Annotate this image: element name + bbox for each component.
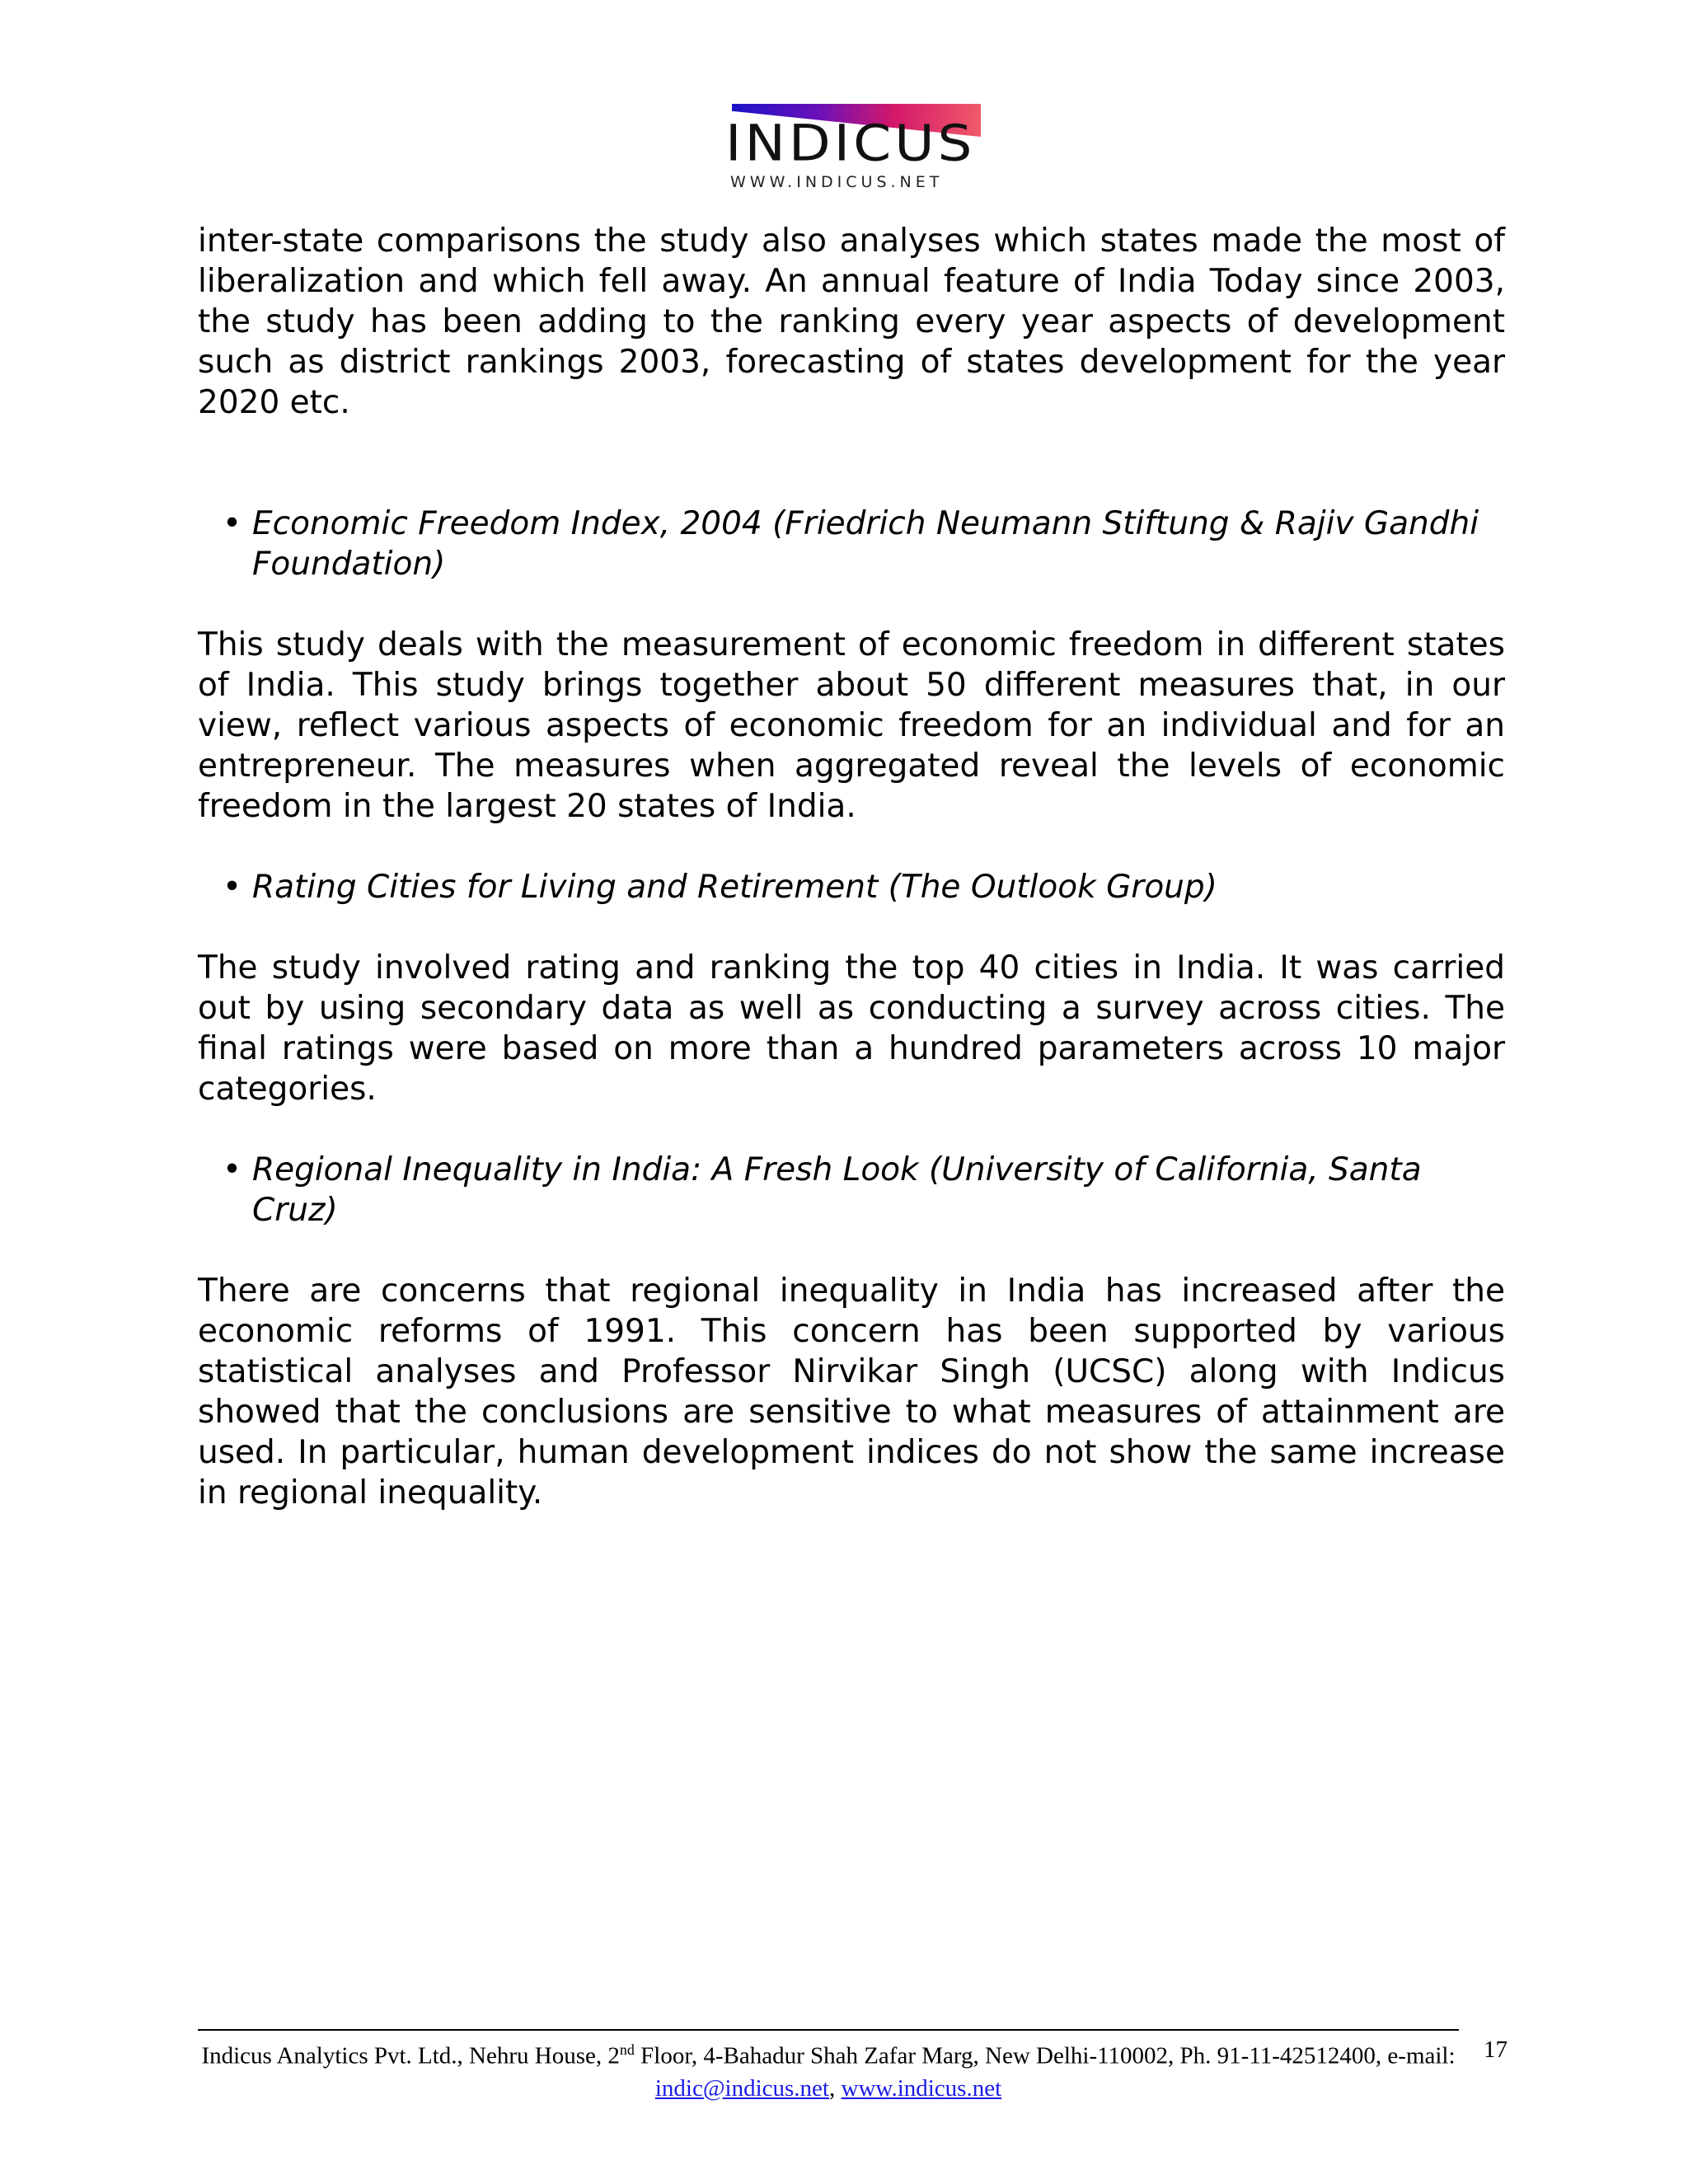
bullet-title: Rating Cities for Living and Retirement (The Outlook Group) bbox=[252, 869, 1217, 906]
footer-separator: , bbox=[829, 2074, 842, 2102]
bullet-title: Regional Inequality in India: A Fresh Look (University of California, Santa Cruz) bbox=[252, 1151, 1422, 1229]
intro-paragraph: inter-state comparisons the study also analyses which states made the most of liberalization and which fell away. An annual feature of India Today since 2003, the study has been adding to the ranking every year aspects of development such as district rankings 2003, forecasting of states development for the year 2020 etc. bbox=[198, 223, 1505, 421]
bullet-title: Economic Freedom Index, 2004 (Friedrich Neumann Stiftung & Rajiv Gandhi Foundation) bbox=[252, 505, 1479, 583]
bullet-item-rating-cities bbox=[198, 867, 1505, 907]
page-footer bbox=[198, 2034, 1459, 2105]
section-paragraph-economic-freedom: This study deals with the measurement of economic freedom in different states of India. This study brings together about 50 different measures that, in our view, reflect various aspects of economic freedom for an individual and for an entrepreneur. The measures when aggregated reveal the levels of economic freedom in the largest 20 states of India. bbox=[198, 626, 1505, 825]
footer-divider bbox=[198, 2029, 1459, 2031]
bullet-item-economic-freedom-index bbox=[198, 504, 1505, 584]
bullet-dot-icon: • bbox=[223, 505, 242, 542]
page-number: 17 bbox=[1484, 2036, 1507, 2063]
bullet-item-regional-inequality bbox=[198, 1150, 1505, 1230]
footer-address: Indicus Analytics Pvt. Ltd., Nehru House, 2 bbox=[201, 2042, 620, 2069]
document-body bbox=[198, 221, 1505, 1513]
section-paragraph-rating-cities: The study involved rating and ranking the top 40 cities in India. It was carried out by using secondary data as well as conducting a survey across cities. The final ratings were based on more than a hundred parameters across 10 major categories. bbox=[198, 949, 1505, 1108]
footer-address-continued: Floor, 4-Bahadur Shah Zafar Marg, New Delhi-110002, Ph. 91-11-42512400, e-mail: bbox=[634, 2042, 1456, 2069]
logo-url-text: WWW.INDICUS.NET bbox=[730, 173, 944, 191]
footer-floor-superscript: nd bbox=[619, 2041, 635, 2058]
footer-email-link[interactable]: indic@indicus.net bbox=[654, 2074, 829, 2102]
logo-wordmark: INDICUS bbox=[725, 114, 976, 173]
indicus-logo bbox=[725, 101, 985, 195]
footer-website-link[interactable]: www.indicus.net bbox=[841, 2074, 1002, 2102]
bullet-dot-icon: • bbox=[223, 1151, 242, 1188]
section-paragraph-regional-inequality: There are concerns that regional inequality in India has increased after the economic reforms of 1991. This concern has been supported by various statistical analyses and Professor Nirvikar Singh (UCSC) along with Indicus showed that the conclusions are sensitive to what measures of attainment are used. In particular, human development indices do not show the same increase in regional inequality. bbox=[198, 1272, 1505, 1511]
bullet-dot-icon: • bbox=[223, 869, 242, 906]
